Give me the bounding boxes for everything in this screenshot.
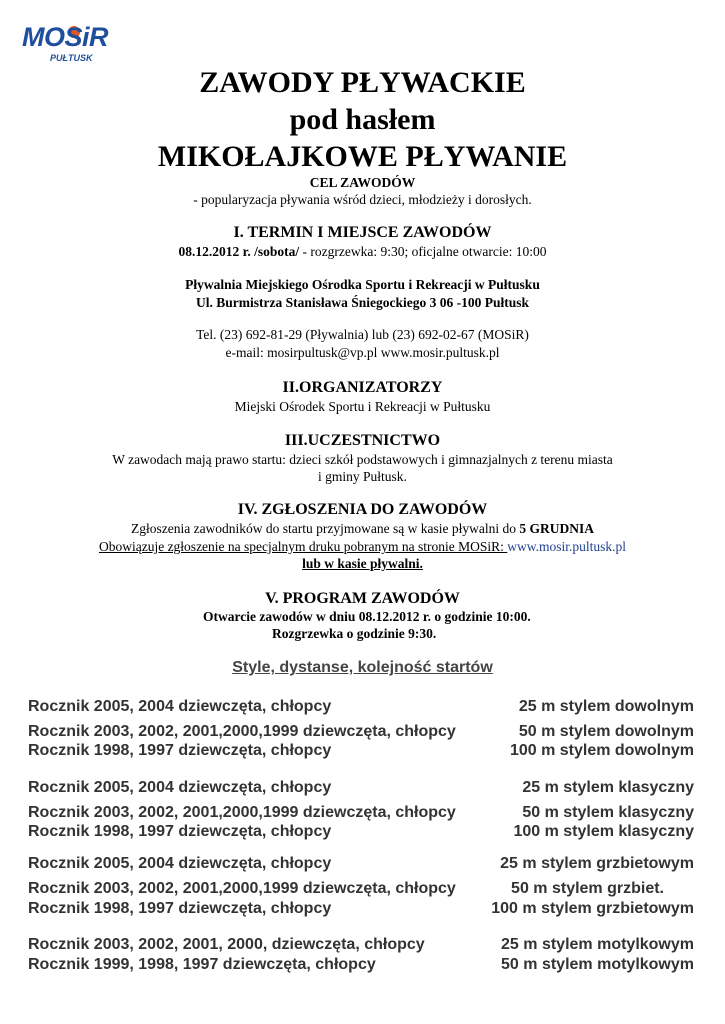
organizatorzy-heading: II.ORGANIZATORZY [282, 379, 443, 396]
race-group: Rocznik 1999, 1998, 1997 dziewczęta, chłopcy [28, 956, 376, 973]
race-event: 100 m stylem dowolnym [509, 742, 694, 759]
race-group: Rocznik 1998, 1997 dziewczęta, chłopcy [28, 823, 332, 840]
termin-place-1: Pływalnia Miejskiego Ośrodka Sportu i Rekreacji w Pułtusku [185, 277, 540, 292]
race-group: Rocznik 1998, 1997 dziewczęta, chłopcy [28, 742, 332, 759]
termin-date-rest: - rozgrzewka: 9:30; oficjalne otwarcie: 10:00 [299, 244, 547, 259]
zgloszenia-text-2 [0, 539, 725, 555]
race-row [28, 698, 694, 718]
uczestnictwo-heading: III.UCZESTNICTWO [284, 432, 441, 449]
uczestnictwo-text-2: i gminy Pułtusk. [318, 469, 407, 484]
logo-name: MOSiR [22, 22, 109, 52]
termin-tel: Tel. (23) 692-81-29 (Pływalnia) lub (23) 692-02-67 (MOSiR) [196, 327, 529, 342]
zgloszenia-text-3 [0, 556, 725, 572]
race-event: 25 m stylem klasyczny [522, 779, 694, 796]
zgloszenia-text-2-main: Obowiązuje zgłoszenie na specjalnym druku pobranym na stronie MOSiR: [98, 539, 508, 554]
race-row [28, 936, 694, 956]
race-row [28, 742, 694, 762]
termin-email: e-mail: mosirpultusk@vp.pl www.mosir.pultusk.pl [225, 345, 500, 360]
race-event: 100 m stylem grzbietowym [491, 900, 694, 917]
zgloszenia-text-1 [0, 521, 725, 537]
termin-place-2: Ul. Burmistrza Stanisława Śniegockiego 3 06 -100 Pułtusk [195, 295, 530, 310]
race-event: 50 m stylem grzbiet. [511, 880, 664, 897]
race-group: Rocznik 1998, 1997 dziewczęta, chłopcy [28, 900, 332, 917]
program-line-2: Rozgrzewka o godzinie 9:30. [272, 626, 437, 641]
race-event: 25 m stylem motylkowym [501, 936, 694, 953]
program-line-1: Otwarcie zawodów w dniu 08.12.2012 r. o godzinie 10:00. [203, 609, 531, 624]
styles-heading: Style, dystanse, kolejność startów [232, 659, 493, 676]
cel-heading: CEL ZAWODÓW [309, 175, 416, 190]
zgloszenia-text-1-main: Zgłoszenia zawodników do startu przyjmowane są w kasie pływalni do [130, 521, 520, 536]
race-event: 25 m stylem dowolnym [518, 698, 694, 715]
title-line-2: pod hasłem [289, 103, 436, 136]
termin-date-bold: 08.12.2012 r. /sobota/ [178, 244, 300, 259]
race-group: Rocznik 2005, 2004 dziewczęta, chłopcy [28, 698, 332, 715]
race-row [28, 855, 694, 875]
race-group: Rocznik 2003, 2002, 2001, 2000, dziewczęta, chłopcy [28, 936, 425, 953]
race-group: Rocznik 2003, 2002, 2001,2000,1999 dziewczęta, chłopcy [28, 804, 456, 821]
program-heading: V. PROGRAM ZAWODÓW [265, 590, 460, 607]
organizatorzy-text: Miejski Ośrodek Sportu i Rekreacji w Pułtusku [234, 399, 491, 414]
race-event: 25 m stylem grzbietowym [500, 855, 694, 872]
mosir-logo [22, 22, 132, 68]
race-group: Rocznik 2003, 2002, 2001,2000,1999 dziewczęta, chłopcy [28, 723, 456, 740]
race-row [28, 804, 694, 824]
race-event: 50 m stylem klasyczny [522, 804, 694, 821]
race-group: Rocznik 2005, 2004 dziewczęta, chłopcy [28, 779, 332, 796]
race-event: 50 m stylem motylkowym [501, 956, 694, 973]
uczestnictwo-text-1: W zawodach mają prawo startu: dzieci szkół podstawowych i gimnazjalnych z terenu miasta [112, 452, 613, 467]
race-row [28, 956, 694, 976]
title-line-1: ZAWODY PŁYWACKIE [199, 66, 526, 99]
race-row [28, 900, 694, 920]
title-line-3: MIKOŁAJKOWE PŁYWANIE [157, 140, 568, 173]
race-row [28, 880, 694, 900]
race-row [28, 779, 694, 799]
race-group: Rocznik 2005, 2004 dziewczęta, chłopcy [28, 855, 332, 872]
cel-text: - popularyzacja pływania wśród dzieci, młodzieży i dorosłych. [193, 192, 532, 207]
race-event: 50 m stylem dowolnym [518, 723, 694, 740]
zgloszenia-heading: IV. ZGŁOSZENIA DO ZAWODÓW [237, 501, 488, 518]
logo-sub: PUŁTUSK [50, 53, 93, 63]
race-event: 100 m stylem klasyczny [513, 823, 694, 840]
mosir-website-link[interactable]: www.mosir.pultusk.pl [507, 539, 627, 554]
zgloszenia-text-3-main: lub w kasie pływalni. [302, 556, 423, 571]
termin-heading: I. TERMIN I MIEJSCE ZAWODÓW [233, 224, 492, 241]
race-group: Rocznik 2003, 2002, 2001,2000,1999 dziewczęta, chłopcy [28, 880, 456, 897]
zgloszenia-deadline: 5 GRUDNIA [519, 521, 595, 536]
race-row [28, 823, 694, 843]
race-row [28, 723, 694, 743]
termin-date [0, 244, 725, 260]
